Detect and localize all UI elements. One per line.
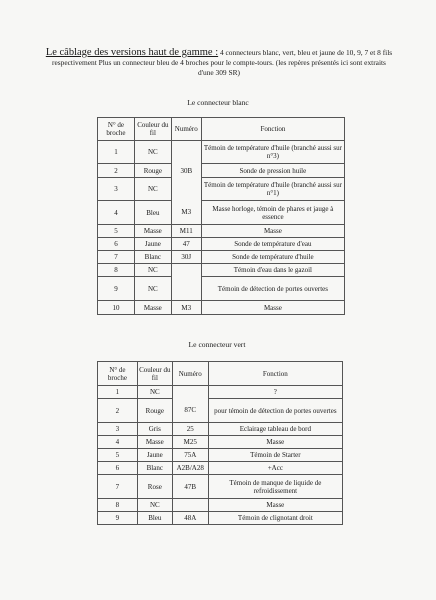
cell-color: NC [137,499,172,512]
cell-color: Jaune [137,449,172,462]
cell-pin: 5 [98,449,138,462]
table-row [98,449,343,462]
cell-function: Témoin de Starter [208,449,342,462]
cell-pin: 7 [98,251,135,264]
cell-color: Rouge [134,164,171,178]
cell-color: Gris [137,423,172,436]
intro-title: Le câblage des versions haut de gamme : [45,47,219,58]
cell-function: Sonde de température d'huile [201,251,344,264]
cell-pin: 3 [98,423,138,436]
table1-header-number: Numéro [171,118,201,141]
cell-function: Témoin de détection de portes ouvertes [201,277,344,301]
table-row [98,238,345,251]
intro-paragraph [44,48,394,78]
cell-pin: 9 [98,277,135,301]
cell-number [171,277,201,301]
table-row [98,436,343,449]
cell-number: M3 [171,201,201,225]
cell-color: Bleu [134,201,171,225]
cell-number [171,264,201,277]
table-row [98,201,345,225]
cell-function: +Acc [208,462,342,475]
cell-color: NC [134,178,171,201]
table-row [98,512,343,525]
cell-color: Rose [137,475,172,499]
cell-function: ? [208,386,342,399]
cell-number [171,178,201,201]
cell-color: Masse [134,301,171,315]
cell-color: Bleu [137,512,172,525]
cell-number: 47B [172,475,208,499]
cell-number: 48A [172,512,208,525]
table1-header-pin: N° de broche [98,118,135,141]
cell-pin: 2 [98,399,138,423]
cell-function: Masse [201,225,344,238]
cell-function: Témoin de manque de liquide de refroidissement [208,475,342,499]
table-row [98,475,343,499]
cell-function: Sonde de pression huile [201,164,344,178]
table-row [98,499,343,512]
cell-pin: 5 [98,225,135,238]
table-row [98,225,345,238]
table2-header-number: Numéro [172,362,208,386]
table-row [98,164,345,178]
table-row [98,399,343,423]
table2-header-row [98,362,343,386]
table2-caption: Le connecteur vert [188,340,246,349]
table-row [98,141,345,164]
cell-pin: 1 [98,386,138,399]
cell-function: Masse [208,499,342,512]
cell-color: Rouge [137,399,172,423]
cell-function: pour témoin de détection de portes ouvertes [208,399,342,423]
cell-function: Témoin d'eau dans le gazoil [201,264,344,277]
cell-pin: 6 [98,238,135,251]
table1-header-function: Fonction [201,118,344,141]
intro-text: 4 connecteurs blanc, vert, bleu et jaune de 10, 9, 7 et 8 fils respectivement Plus un connecteur bleu de 4 broches pour le compte-tours. (les repères présentés ici sont extraits d'une 309 SR) [52,48,393,77]
cell-color: Jaune [134,238,171,251]
cell-number: M11 [171,225,201,238]
table-row [98,301,345,315]
cell-pin: 4 [98,436,138,449]
cell-color: NC [137,386,172,399]
cell-number: 30J [171,251,201,264]
cell-number: 30B [171,164,201,178]
table-row [98,423,343,436]
cell-number: 25 [172,423,208,436]
cell-function: Masse [201,301,344,315]
cell-color: Blanc [134,251,171,264]
cell-function: Sonde de température d'eau [201,238,344,251]
table-row [98,386,343,399]
table-row [98,251,345,264]
cell-number: 87C [172,399,208,423]
cell-color: Blanc [137,462,172,475]
cell-number [172,499,208,512]
cell-pin: 4 [98,201,135,225]
cell-color: NC [134,277,171,301]
cell-function: Masse horloge, témoin de phares et jauge à essence [201,201,344,225]
cell-color: NC [134,264,171,277]
cell-number: 47 [171,238,201,251]
cell-pin: 6 [98,462,138,475]
table2-header-pin: N° de broche [98,362,138,386]
cell-pin: 1 [98,141,135,164]
table-row [98,277,345,301]
cell-pin: 8 [98,264,135,277]
cell-function: Eclairage tableau de bord [208,423,342,436]
cell-number: M25 [172,436,208,449]
connector-white-table [97,117,345,315]
table-row [98,264,345,277]
cell-pin: 8 [98,499,138,512]
cell-number [172,386,208,399]
table2-header-function: Fonction [208,362,342,386]
cell-pin: 10 [98,301,135,315]
cell-color: Masse [137,436,172,449]
table1-header-row [98,118,345,141]
table1-header-color: Couleur du fil [134,118,171,141]
cell-color: Masse [134,225,171,238]
cell-pin: 9 [98,512,138,525]
cell-pin: 2 [98,164,135,178]
table-row [98,178,345,201]
cell-pin: 3 [98,178,135,201]
cell-function: Témoin de clignotant droit [208,512,342,525]
table-row [98,462,343,475]
table1-caption: Le connecteur blanc [187,98,249,107]
cell-function: Masse [208,436,342,449]
cell-color: NC [134,141,171,164]
cell-number: 75A [172,449,208,462]
cell-function: Témoin de température d'huile (branché aussi sur n°3) [201,141,344,164]
cell-function: Témoin de température d'huile (branché aussi sur n°1) [201,178,344,201]
table2-header-color: Couleur du fil [137,362,172,386]
cell-number [171,141,201,164]
cell-pin: 7 [98,475,138,499]
cell-number: A2B/A28 [172,462,208,475]
cell-number: M3 [171,301,201,315]
connector-green-table [97,361,343,525]
